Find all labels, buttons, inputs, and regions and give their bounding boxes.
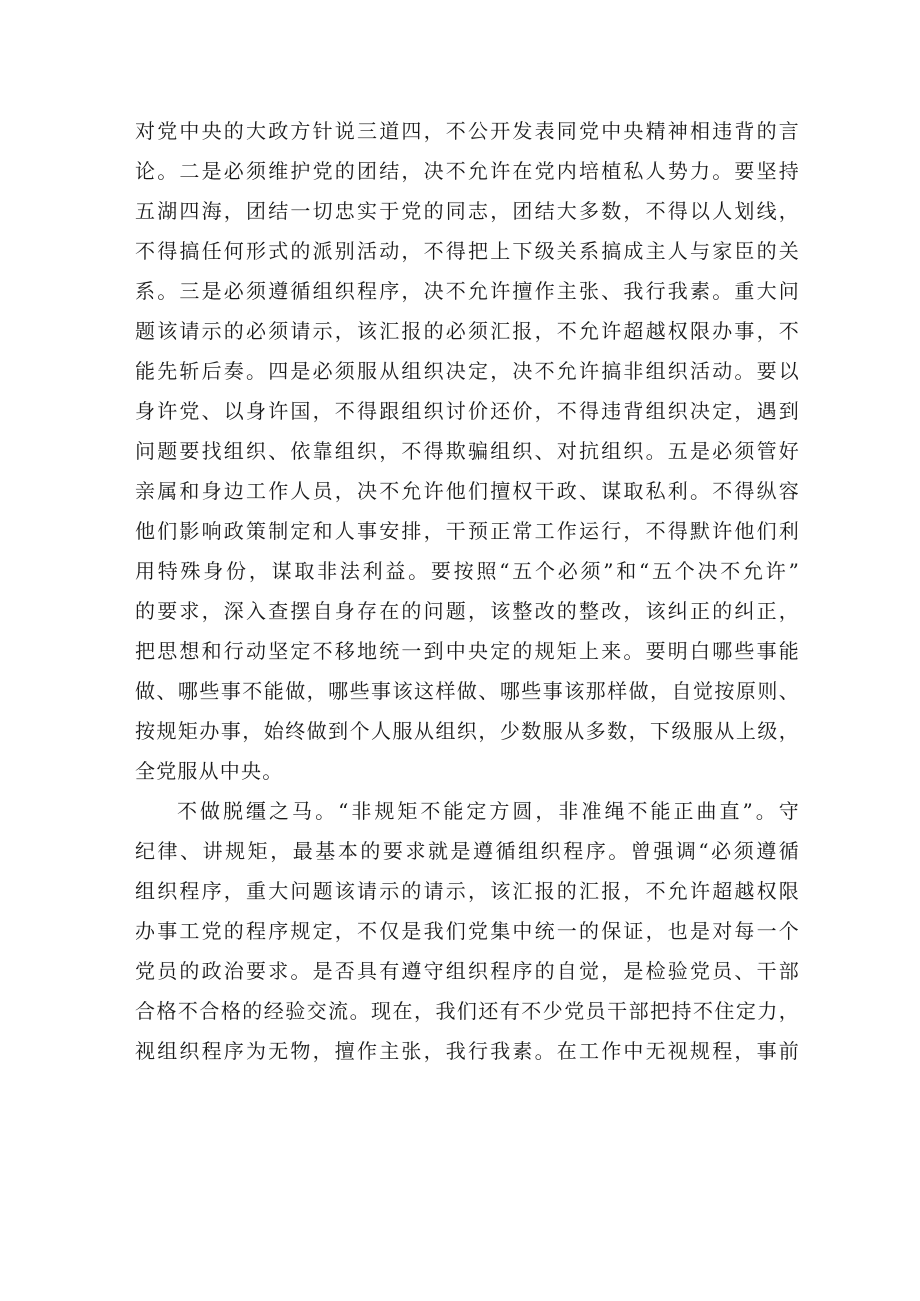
text-line: 的要求，深入查摆自身存在的问题，该整改的整改，该纠正的纠正， bbox=[135, 599, 800, 623]
text-line: 不得搞任何形式的派别活动，不得把上下级关系搞成主人与家臣的关 bbox=[135, 239, 800, 263]
body-text bbox=[135, 111, 800, 1071]
text-line: 把思想和行动坚定不移地统一到中央定的规矩上来。要明白哪些事能 bbox=[135, 639, 800, 663]
text-line: 他们影响政策制定和人事安排，干预正常工作运行，不得默许他们利 bbox=[135, 519, 800, 543]
text-line: 合格不合格的经验交流。现在，我们还有不少党员干部把持不住定力， bbox=[135, 999, 800, 1023]
text-line: 按规矩办事，始终做到个人服从组织，少数服从多数，下级服从上级， bbox=[135, 719, 800, 743]
text-line: 不做脱缰之马。“非规矩不能定方圆，非准绳不能正曲直”。守 bbox=[177, 799, 800, 823]
text-line: 题该请示的必须请示，该汇报的必须汇报，不允许超越权限办事，不 bbox=[135, 319, 800, 343]
text-line: 身许党、以身许国，不得跟组织讨价还价，不得违背组织决定，遇到 bbox=[135, 399, 800, 423]
text-line: 能先斩后奏。四是必须服从组织决定，决不允许搞非组织活动。要以 bbox=[135, 359, 800, 383]
text-line: 全党服从中央。 bbox=[135, 759, 284, 783]
text-line: 系。三是必须遵循组织程序，决不允许擅作主张、我行我素。重大问 bbox=[135, 279, 800, 303]
text-line: 用特殊身份，谋取非法利益。要按照“五个必须”和“五个决不允许” bbox=[135, 559, 800, 583]
paragraph-2 bbox=[135, 791, 800, 1071]
text-line: 五湖四海，团结一切忠实于党的同志，团结大多数，不得以人划线， bbox=[135, 199, 800, 223]
text-line: 办事工党的程序规定，不仅是我们党集中统一的保证，也是对每一个 bbox=[135, 919, 800, 943]
text-line: 论。二是必须维护党的团结，决不允许在党内培植私人势力。要坚持 bbox=[135, 159, 800, 183]
text-line: 党员的政治要求。是否具有遵守组织程序的自觉，是检验党员、干部 bbox=[135, 959, 800, 983]
text-line: 问题要找组织、依靠组织，不得欺骗组织、对抗组织。五是必须管好 bbox=[135, 439, 800, 463]
text-line: 做、哪些事不能做，哪些事该这样做、哪些事该那样做，自觉按原则、 bbox=[135, 679, 800, 703]
text-line: 对党中央的大政方针说三道四，不公开发表同党中央精神相违背的言 bbox=[135, 119, 800, 143]
text-line: 视组织程序为无物，擅作主张，我行我素。在工作中无视规程，事前 bbox=[135, 1039, 800, 1063]
text-line: 亲属和身边工作人员，决不允许他们擅权干政、谋取私利。不得纵容 bbox=[135, 479, 800, 503]
text-line: 组织程序，重大问题该请示的请示，该汇报的汇报，不允许超越权限 bbox=[135, 879, 800, 903]
paragraph-1 bbox=[135, 111, 800, 791]
text-line: 纪律、讲规矩，最基本的要求就是遵循组织程序。曾强调“必须遵循 bbox=[135, 839, 800, 863]
